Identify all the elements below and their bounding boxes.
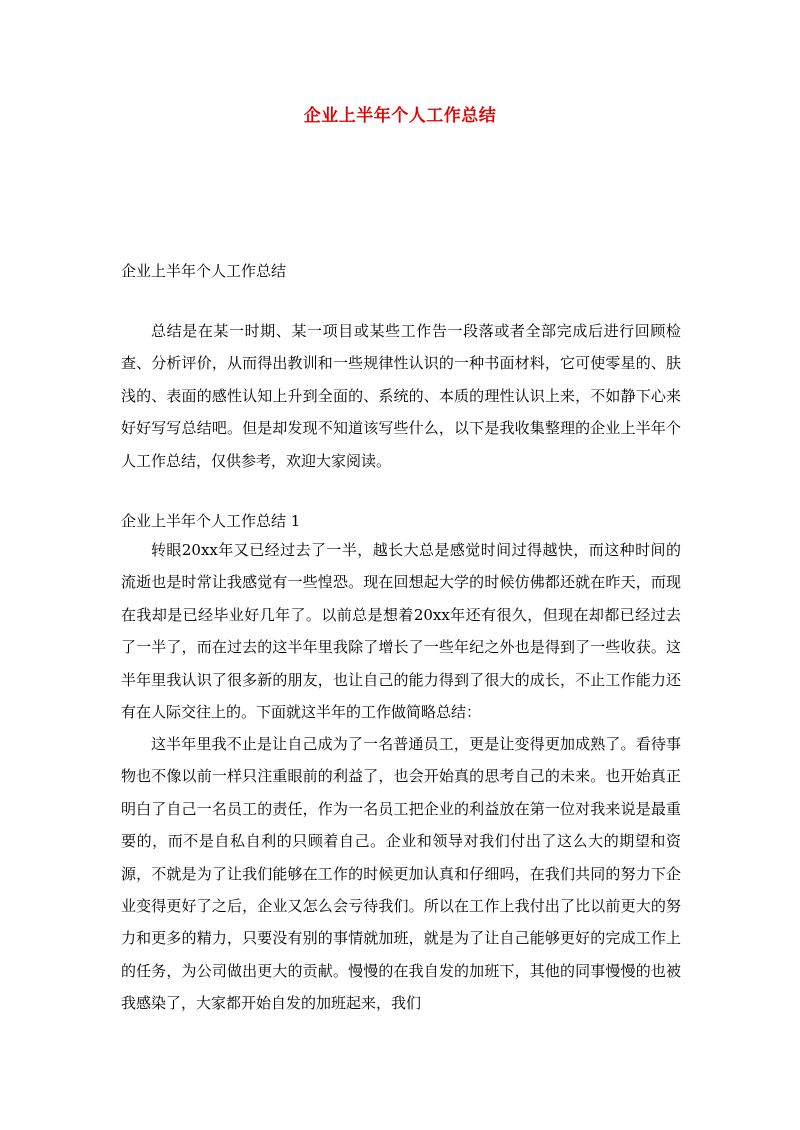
- document-title: 企业上半年个人工作总结: [303, 106, 497, 126]
- document-subtitle: 企业上半年个人工作总结: [121, 262, 287, 280]
- section-1-paragraph-1: 转眼20xx年又已经过去了一半，越长大总是感觉时间过得越快，而这种时间的流逝也是时常让我感觉有一些惶恐。现在回想起大学的时候仿佛都还就在昨天，而现在我却是已经毕业好几年了。以前总是想着20xx年还有很久，但现在却都已经过去了一半了，而在过去的这半年里我除了增长了一些年纪之外也是得到了一些收获。这半年里我认识了很多新的朋友，也让自己的能力得到了很大的成长，不止工作能力还有在人际交往上的。下面就这半年的工作做简略总结：: [121, 541, 681, 722]
- section-heading-1: 企业上半年个人工作总结 1: [121, 512, 301, 530]
- intro-paragraph: 总结是在某一时期、某一项目或某些工作告一段落或者全部完成后进行回顾检查、分析评价，从而得出教训和一些规律性认识的一种书面材料，它可使零星的、肤浅的、表面的感性认知上升到全面的、系统的、本质的理性认识上来，不如静下心来好好写写总结吧。但是却发现不知道该写些什么，以下是我收集整理的企业上半年个人工作总结，仅供参考，欢迎大家阅读。: [121, 322, 681, 470]
- section-1-paragraph-2: 这半年里我不止是让自己成为了一名普通员工，更是让变得更加成熟了。看待事物也不像以前一样只注重眼前的利益了，也会开始真的思考自己的未来。也开始真正明白了自己一名员工的责任，作为一名员工把企业的利益放在第一位对我来说是最重要的，而不是自私自利的只顾着自己。企业和领导对我们付出了这么大的期望和资源，不就是为了让我们能够在工作的时候更加认真和仔细吗，在我们共同的努力下企业变得更好了之后，企业又怎么会亏待我们。所以在工作上我付出了比以前更大的努力和更多的精力，只要没有别的事情就加班，就是为了让自己能够更好的完成工作上的任务，为公司做出更大的贡献。慢慢的在我自发的加班下，其他的同事慢慢的也被我感染了，大家都开始自发的加班起来，我们: [121, 735, 681, 1013]
